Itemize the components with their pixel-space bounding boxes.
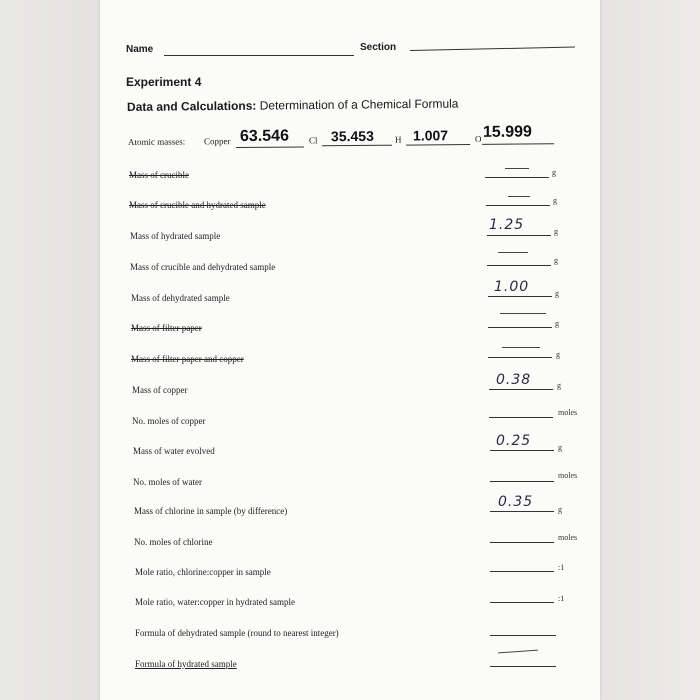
row-label: Mass of copper [132, 385, 188, 395]
dash-mark [500, 313, 546, 314]
answer-line[interactable] [490, 481, 554, 482]
copper-value: 63.546 [239, 127, 290, 146]
answer-line[interactable] [487, 235, 551, 236]
answer-line[interactable] [486, 205, 550, 206]
row-label: Mass of filter paper and copper [131, 354, 244, 364]
h-value: 1.007 [412, 127, 449, 144]
h-label: H [394, 134, 402, 145]
copper-line [236, 146, 304, 148]
answer-line[interactable] [485, 177, 549, 178]
row-unit: g [556, 350, 560, 359]
row-label: Mole ratio, water:copper in hydrated sample [135, 597, 295, 607]
row-label: Mass of crucible [129, 170, 189, 180]
handwritten-value: 1.25 [489, 217, 525, 233]
o-line [482, 143, 554, 145]
row-label: Mass of hydrated sample [130, 231, 221, 241]
background-right [600, 0, 700, 700]
experiment-title: Experiment 4 [126, 75, 202, 89]
copper-label: Copper [203, 136, 231, 147]
answer-line[interactable] [490, 602, 554, 603]
section-line[interactable] [410, 47, 575, 51]
answer-line[interactable] [489, 417, 553, 418]
row-label: No. moles of copper [132, 416, 206, 426]
row-label: Mass of crucible and dehydrated sample [130, 262, 276, 272]
atomic-masses-line [128, 123, 598, 149]
row-unit: g [554, 256, 558, 265]
row-label: No. moles of water [133, 477, 202, 487]
dash-mark [502, 347, 540, 348]
o-label: O [474, 133, 482, 144]
row-label: Mass of water evolved [133, 446, 215, 456]
row-unit: g [558, 443, 562, 452]
dash-mark [498, 650, 538, 654]
row-unit: moles [558, 533, 578, 542]
answer-line[interactable] [490, 511, 554, 512]
row-label: Formula of hydrated sample [135, 659, 237, 669]
answer-line[interactable] [490, 666, 556, 667]
dash-mark [498, 252, 528, 253]
answer-line[interactable] [488, 327, 552, 328]
answer-line[interactable] [490, 542, 554, 543]
dash-mark [505, 168, 529, 169]
handwritten-value: 0.38 [496, 372, 532, 388]
cl-line [322, 145, 392, 147]
row-unit: moles [558, 471, 578, 480]
cl-value: 35.453 [330, 127, 374, 145]
row-unit: moles [558, 408, 578, 417]
title-bold: Data and Calculations: [126, 98, 257, 114]
handwritten-value: 1.00 [494, 279, 530, 295]
row-unit: g [555, 319, 559, 328]
row-label: Mass of filter paper [131, 323, 202, 333]
answer-line[interactable] [490, 635, 556, 636]
handwritten-value: 0.35 [498, 494, 534, 510]
name-line[interactable] [164, 55, 354, 56]
answer-line[interactable] [489, 389, 553, 390]
row-unit: g [555, 289, 559, 298]
row-label: Mole ratio, chlorine:copper in sample [135, 567, 271, 577]
handwritten-value: 0.25 [496, 433, 532, 449]
row-label: Mass of crucible and hydrated sample [129, 200, 266, 210]
row-unit: :1 [558, 563, 565, 572]
row-label: Mass of chlorine in sample (by difference) [134, 506, 288, 516]
row-unit: g [558, 505, 562, 514]
row-unit: g [554, 227, 558, 236]
row-label: Mass of dehydrated sample [131, 293, 230, 303]
o-value: 15.999 [482, 123, 532, 141]
atomic-masses-label: Atomic masses: [127, 136, 186, 147]
answer-line[interactable] [490, 571, 554, 572]
background-left [0, 0, 100, 700]
dash-mark [508, 196, 530, 197]
answer-line[interactable] [488, 296, 552, 297]
row-label: Formula of dehydrated sample (round to nearest integer) [135, 628, 339, 638]
worksheet-page [100, 0, 600, 700]
row-unit: :1 [558, 594, 565, 603]
row-unit: g [553, 196, 557, 205]
answer-line[interactable] [490, 450, 554, 451]
section-label: Section [360, 42, 397, 53]
answer-line[interactable] [488, 357, 552, 358]
cl-label: Cl [308, 135, 318, 146]
answer-line[interactable] [487, 265, 551, 266]
title-rest: Determination of a Chemical Formula [259, 96, 459, 113]
row-label: No. moles of chlorine [134, 537, 213, 547]
h-line [406, 144, 470, 146]
row-unit: g [552, 168, 556, 177]
row-unit: g [557, 381, 561, 390]
page-title [127, 97, 459, 114]
name-label: Name [126, 44, 154, 55]
